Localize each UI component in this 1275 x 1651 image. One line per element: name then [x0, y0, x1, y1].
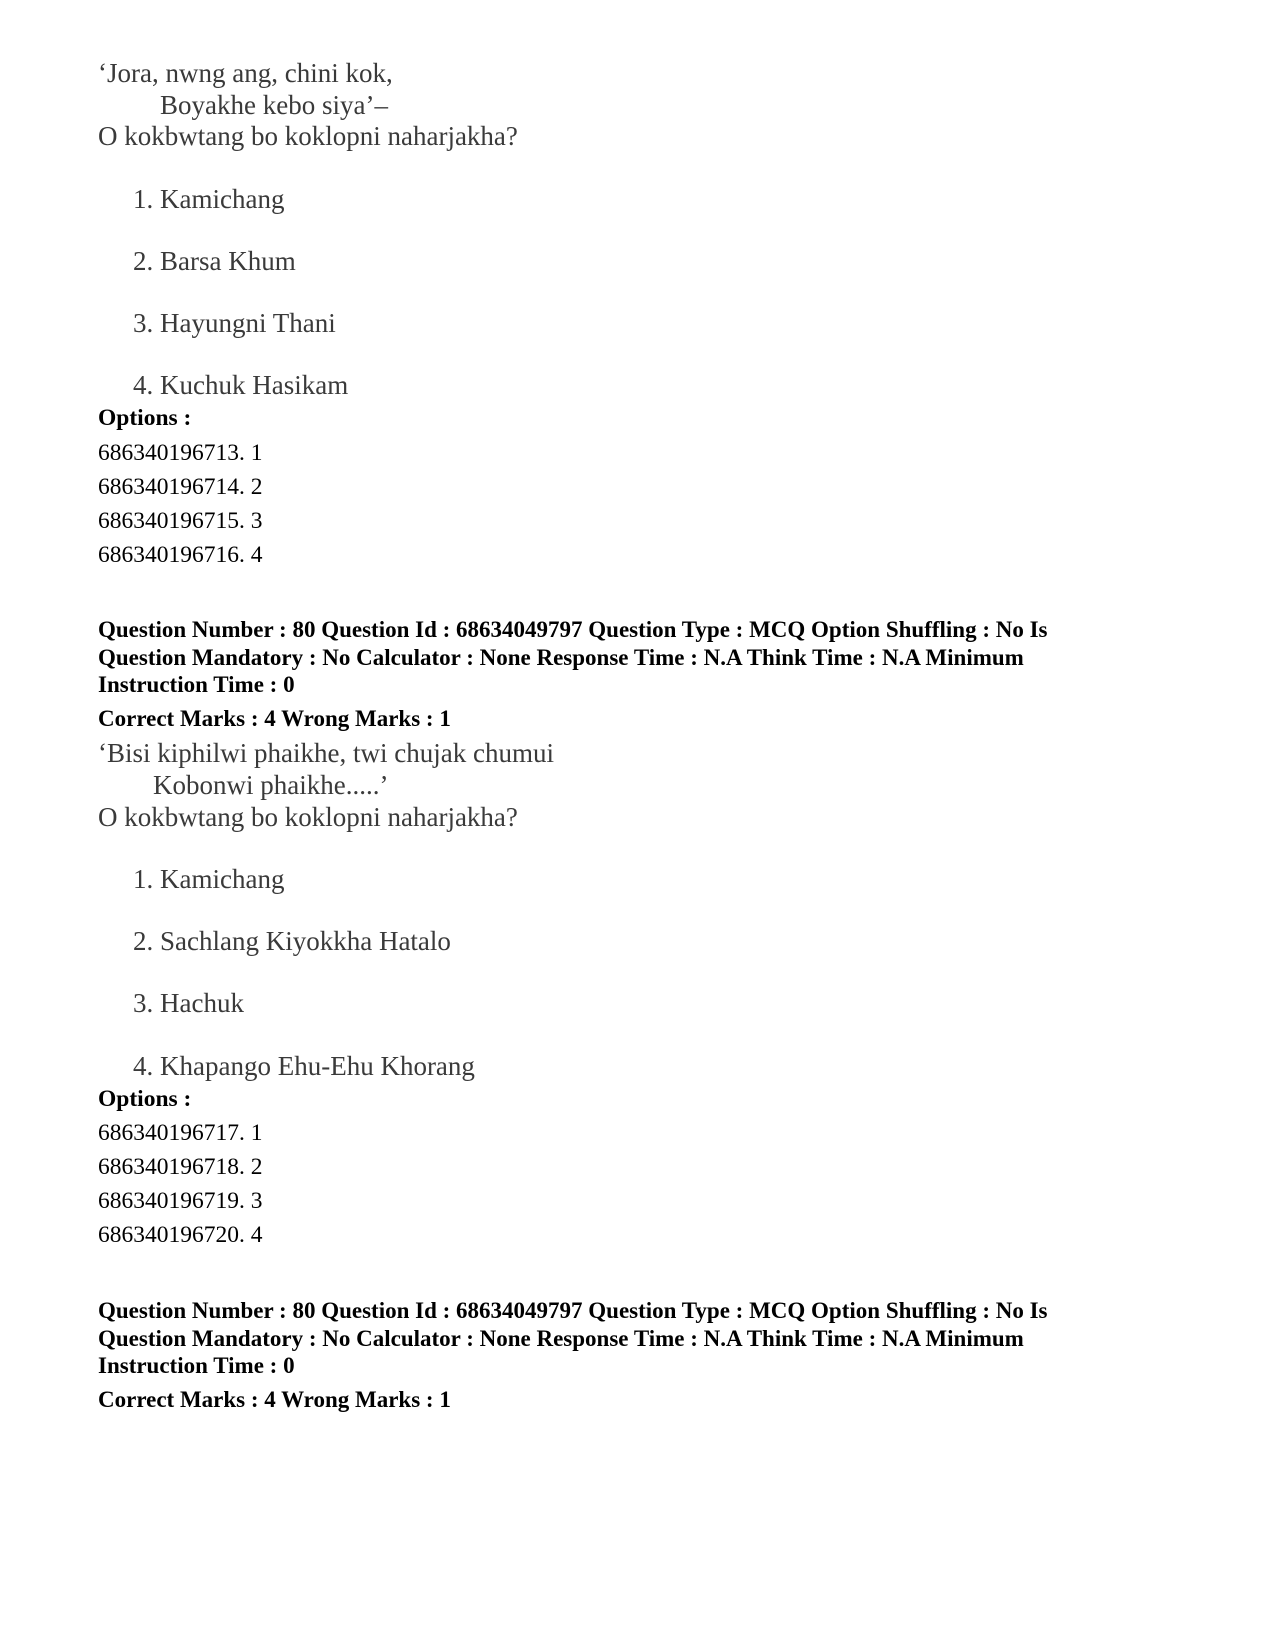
choice-item: 2. Sachlang Kiyokkha Hatalo	[133, 926, 451, 956]
choice-item: 1. Kamichang	[133, 184, 285, 214]
poem-line: Kobonwi phaikhe.....’	[153, 770, 389, 800]
option-id: 686340196717. 1	[98, 1120, 263, 1146]
question-text: O kokbwtang bo koklopni naharjakha?	[98, 802, 518, 832]
choice-item: 1. Kamichang	[133, 864, 285, 894]
question-text: O kokbwtang bo koklopni naharjakha?	[98, 121, 518, 151]
question-meta-line: Instruction Time : 0	[98, 1353, 295, 1378]
option-id: 686340196720. 4	[98, 1222, 263, 1248]
option-id: 686340196718. 2	[98, 1154, 263, 1180]
poem-line: ‘Bisi kiphilwi phaikhe, twi chujak chumui	[98, 738, 554, 768]
marks-line: Correct Marks : 4 Wrong Marks : 1	[98, 706, 451, 731]
option-id: 686340196714. 2	[98, 474, 263, 500]
options-label: Options :	[98, 1086, 192, 1112]
choice-item: 3. Hachuk	[133, 988, 244, 1018]
question-meta-line: Instruction Time : 0	[98, 672, 295, 697]
option-id: 686340196719. 3	[98, 1188, 263, 1214]
question-meta-line: Question Number : 80 Question Id : 68634049797 Question Type : MCQ Option Shuffling : No Is	[98, 617, 1048, 642]
options-label: Options :	[98, 405, 192, 431]
poem-line: Boyakhe kebo siya’–	[160, 90, 388, 120]
marks-line: Correct Marks : 4 Wrong Marks : 1	[98, 1387, 451, 1412]
question-meta-line: Question Mandatory : No Calculator : None Response Time : N.A Think Time : N.A Minimum	[98, 1326, 1024, 1351]
question-meta-line: Question Number : 80 Question Id : 68634049797 Question Type : MCQ Option Shuffling : No Is	[98, 1298, 1048, 1323]
choice-item: 4. Kuchuk Hasikam	[133, 370, 349, 400]
choice-item: 2. Barsa Khum	[133, 246, 296, 276]
option-id: 686340196715. 3	[98, 508, 263, 534]
question-meta-line: Question Mandatory : No Calculator : None Response Time : N.A Think Time : N.A Minimum	[98, 645, 1024, 670]
poem-line: ‘Jora, nwng ang, chini kok,	[98, 58, 393, 88]
option-id: 686340196716. 4	[98, 542, 263, 568]
choice-item: 4. Khapango Ehu-Ehu Khorang	[133, 1051, 475, 1081]
choice-item: 3. Hayungni Thani	[133, 308, 336, 338]
option-id: 686340196713. 1	[98, 440, 263, 466]
